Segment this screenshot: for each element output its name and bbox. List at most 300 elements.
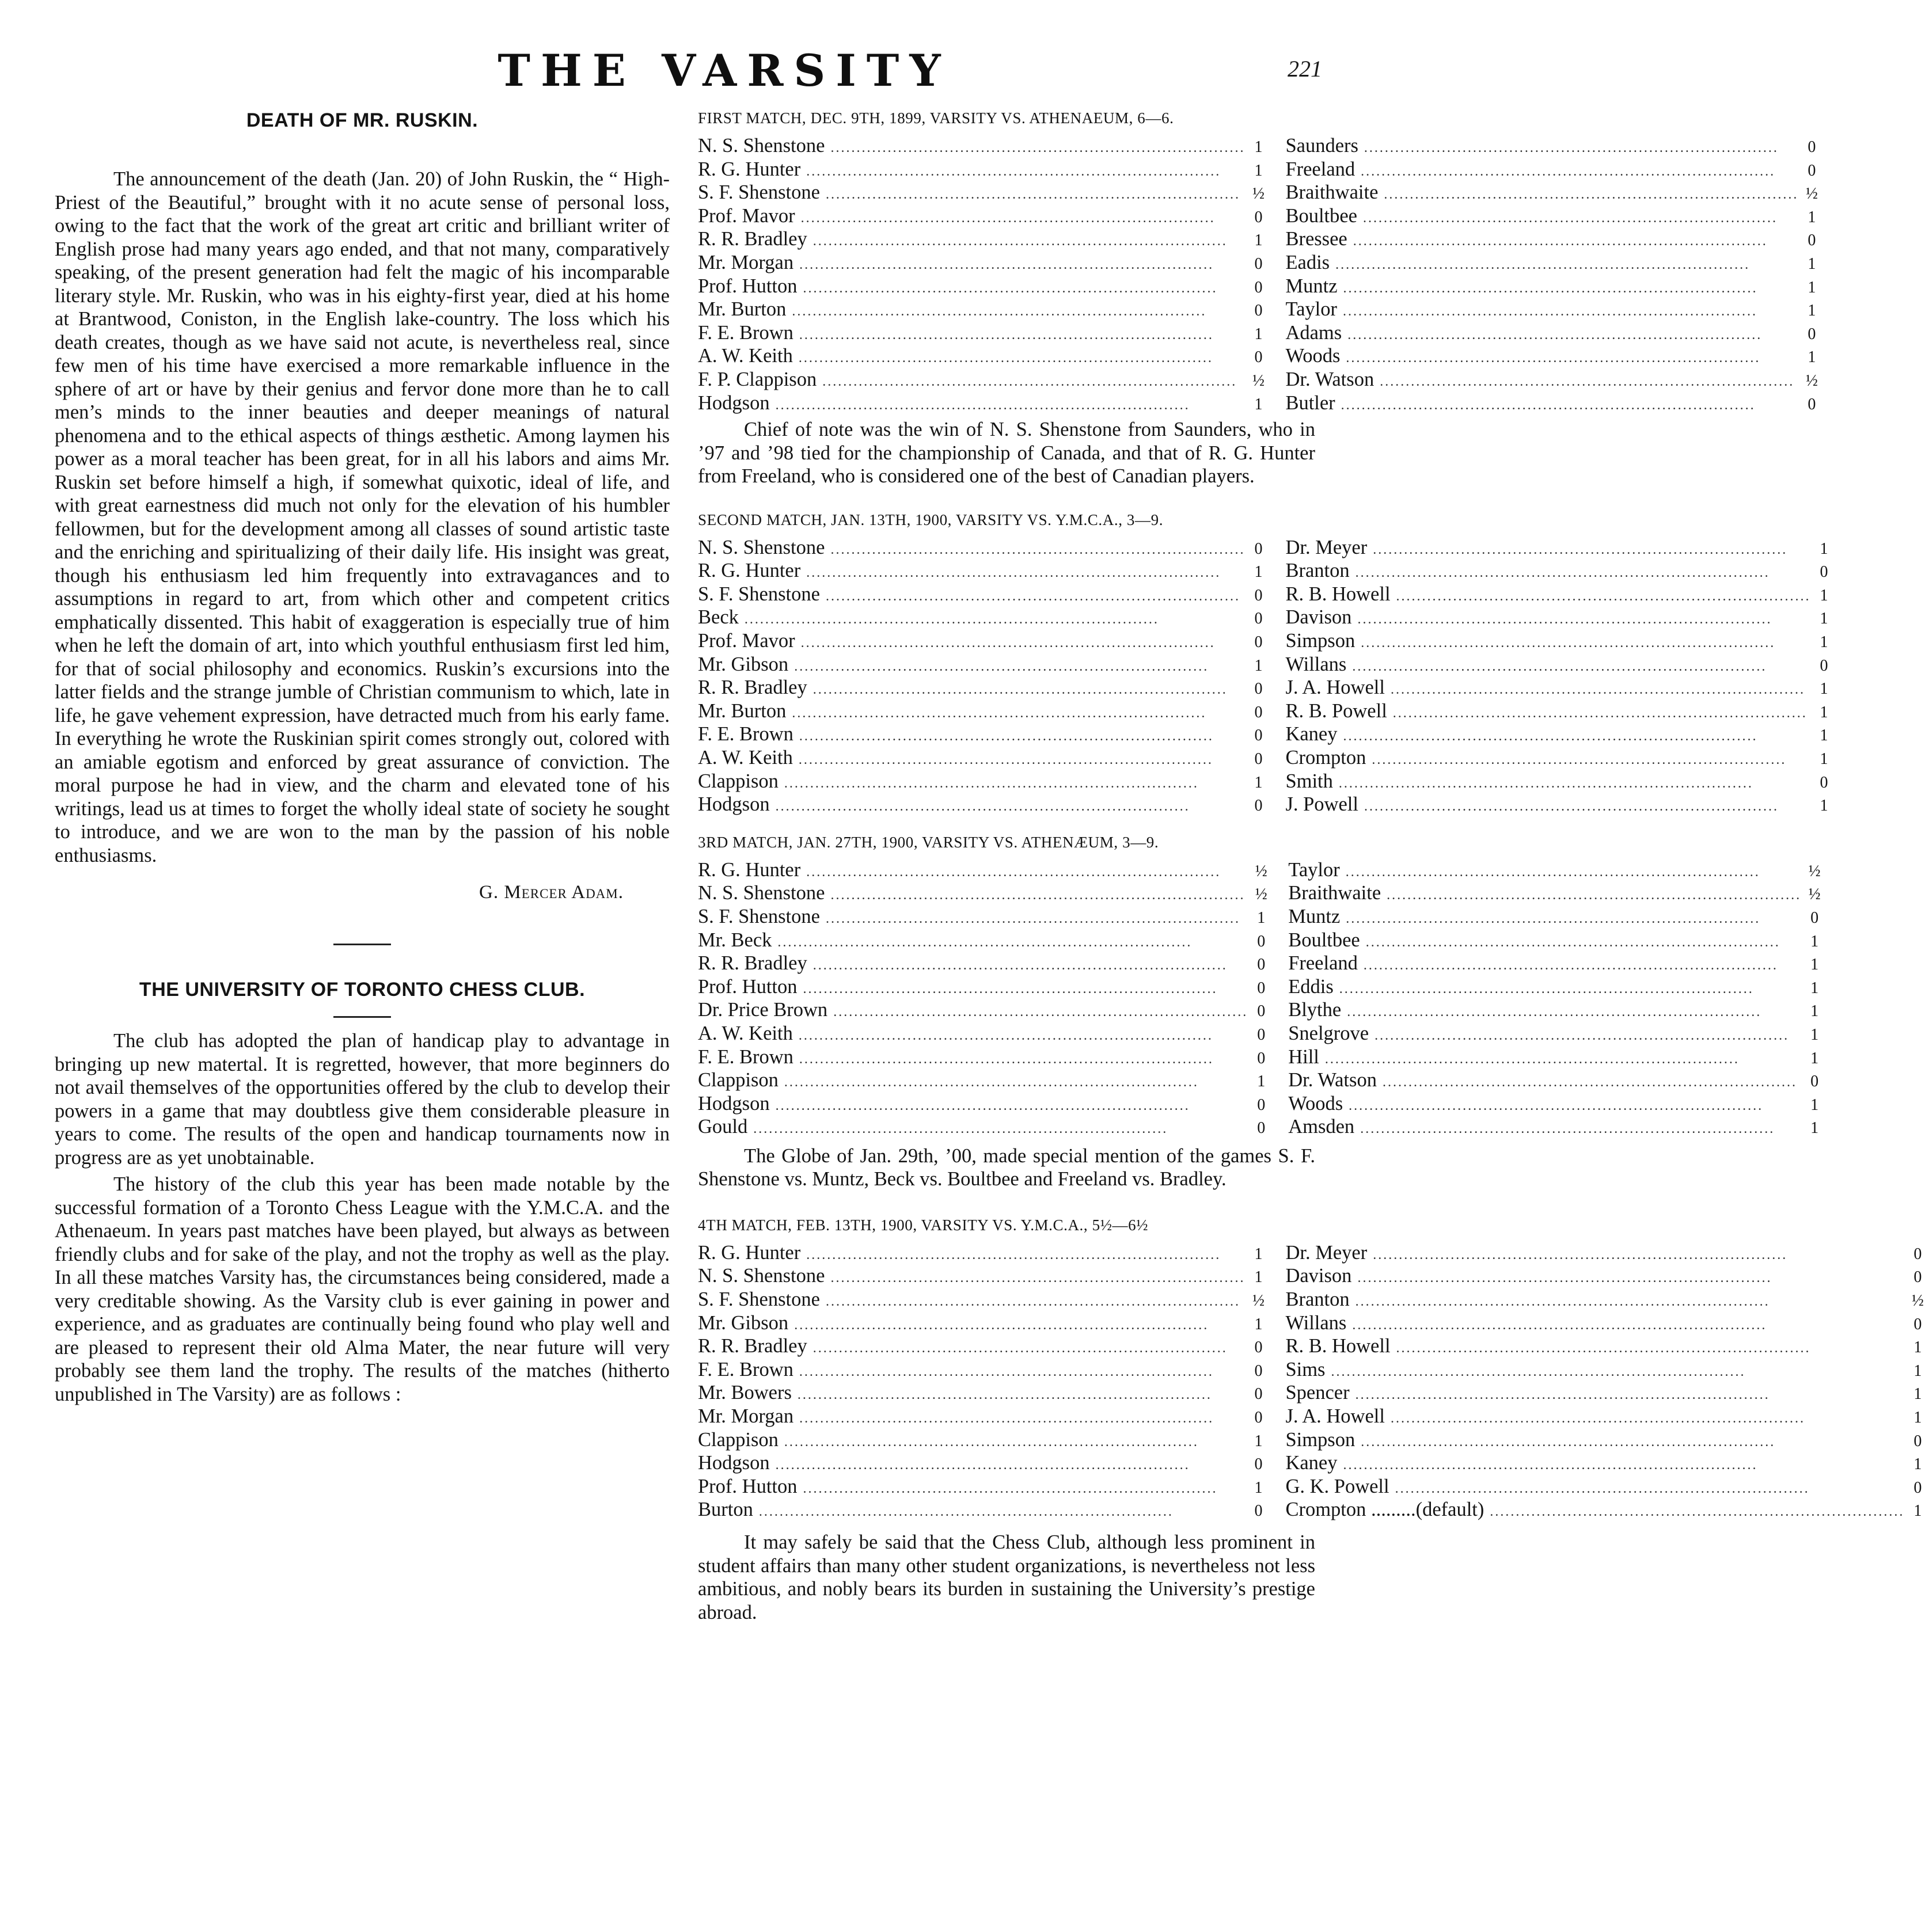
- player-name: Simpson: [1285, 1428, 1356, 1451]
- player-name: Prof. Hutton: [698, 1475, 798, 1497]
- player-row: [1288, 929, 1822, 952]
- dot-leader: ................................................................................: [1361, 636, 1776, 651]
- player-name: Woods: [1285, 345, 1341, 367]
- dot-leader: ................................................................................: [1365, 934, 1780, 950]
- dot-leader: ................................................................................: [799, 327, 1214, 343]
- player-score: 0: [1254, 254, 1263, 273]
- player-row: [698, 905, 1269, 929]
- dot-leader: ................................................................................: [825, 1294, 1240, 1310]
- dot-leader: ................................................................................: [784, 1434, 1199, 1450]
- dot-leader: ................................................................................: [812, 234, 1228, 249]
- dot-leader: ................................................................................: [1372, 752, 1787, 767]
- player-name: R. R. Bradley: [698, 676, 807, 699]
- dot-leader: ................................................................................: [830, 1271, 1246, 1286]
- player-row: [698, 251, 1266, 275]
- match-table: [698, 134, 1818, 414]
- player-name: Muntz: [1288, 905, 1341, 927]
- player-name: Dr. Watson: [1288, 1069, 1377, 1091]
- match-section: [698, 109, 1818, 488]
- player-score: 1: [1257, 908, 1266, 927]
- dot-leader: ................................................................................: [1392, 705, 1808, 721]
- match-heading: FIRST MATCH, DEC. 9TH, 1899, VARSITY VS. ATHENAEUM, 6—6.: [698, 109, 1174, 127]
- player-score: 0: [1808, 161, 1816, 180]
- dot-leader: ................................................................................: [798, 752, 1213, 767]
- dot-leader: ................................................................................: [825, 588, 1240, 604]
- dot-leader: ................................................................................: [797, 1387, 1212, 1403]
- player-name: Clappison: [698, 1428, 779, 1451]
- player-name: Amsden: [1288, 1116, 1355, 1138]
- dot-leader: ................................................................................: [1395, 1481, 1810, 1496]
- player-name: Spencer: [1285, 1382, 1350, 1404]
- player-row: [698, 629, 1266, 653]
- player-score: 0: [1808, 325, 1816, 343]
- player-row: [1285, 676, 1831, 699]
- section-divider: [333, 944, 391, 945]
- player-score: 1: [1808, 348, 1816, 367]
- player-row: [1288, 975, 1822, 999]
- player-name: Dr. Meyer: [1285, 536, 1368, 558]
- player-row: [1288, 952, 1822, 975]
- player-name: Hodgson: [698, 391, 770, 414]
- dot-leader: ................................................................................: [1343, 280, 1758, 296]
- player-score: 0: [1257, 1049, 1266, 1067]
- spacer: [698, 1191, 1315, 1216]
- player-score: 0: [1810, 1073, 1819, 1091]
- player-row: [698, 975, 1269, 999]
- player-name: Woods: [1288, 1092, 1343, 1115]
- match-heading: 3RD MATCH, JAN. 27TH, 1900, VARSITY VS. ATHENÆUM, 3—9.: [698, 833, 1159, 851]
- player-row: [698, 1264, 1266, 1288]
- player-score: 0: [1254, 1385, 1263, 1404]
- player-row: [1285, 204, 1819, 228]
- opponent-players: [1285, 536, 1831, 816]
- player-score: 1: [1254, 231, 1263, 250]
- player-score: 0: [1254, 586, 1263, 604]
- dot-leader: ................................................................................: [792, 705, 1207, 721]
- player-row: [698, 1068, 1269, 1092]
- player-score: 0: [1913, 1268, 1922, 1287]
- dot-leader: ................................................................................: [800, 636, 1216, 651]
- dot-leader: ................................................................................: [812, 682, 1228, 698]
- player-score: 1: [1257, 1073, 1266, 1091]
- player-row: [1285, 793, 1831, 816]
- dot-leader: ................................................................................: [798, 1028, 1213, 1043]
- dot-leader: ................................................................................: [792, 304, 1207, 320]
- player-name: N. S. Shenstone: [698, 536, 825, 558]
- match-section: [698, 511, 1828, 816]
- dot-leader: ................................................................................: [1349, 1098, 1764, 1113]
- player-name: Braithwaite: [1288, 882, 1381, 904]
- player-name: N. S. Shenstone: [698, 135, 825, 157]
- player-score: ½: [1255, 885, 1267, 904]
- player-row: [1285, 1241, 1925, 1265]
- player-score: 1: [1820, 633, 1828, 651]
- dot-leader: ................................................................................: [1352, 659, 1767, 674]
- opponent-players: [1285, 1241, 1925, 1522]
- dot-leader: ................................................................................: [784, 1075, 1199, 1090]
- player-name: Taylor: [1285, 298, 1337, 321]
- player-name: Hodgson: [698, 1092, 770, 1115]
- player-row: [698, 770, 1266, 793]
- player-row: [698, 653, 1266, 676]
- dot-leader: ................................................................................: [1364, 140, 1779, 155]
- player-name: Dr. Watson: [1285, 368, 1375, 390]
- match-heading: SECOND MATCH, JAN. 13TH, 1900, VARSITY VS. Y.M.C.A., 3—9.: [698, 511, 1164, 528]
- player-row: [698, 1498, 1266, 1522]
- player-row: [698, 204, 1266, 228]
- player-score: 0: [1808, 138, 1816, 156]
- player-name: F. P. Clappison: [698, 368, 817, 390]
- player-score: 1: [1808, 208, 1816, 226]
- player-row: [1285, 1428, 1925, 1452]
- player-name: Braithwaite: [1285, 181, 1379, 204]
- player-row: [698, 722, 1266, 746]
- player-name: Mr. Beck: [698, 929, 772, 951]
- player-row: [1285, 298, 1819, 321]
- player-score: 1: [1810, 1002, 1819, 1021]
- player-name: Prof. Mavor: [698, 204, 795, 227]
- player-score: 0: [1808, 395, 1816, 413]
- player-name: Willans: [1285, 1311, 1347, 1334]
- dot-leader: ................................................................................: [822, 374, 1237, 389]
- player-name: Gould: [698, 1116, 748, 1138]
- player-score: 0: [1254, 1455, 1263, 1474]
- dot-leader: ................................................................................: [794, 659, 1209, 674]
- player-row: [698, 1115, 1269, 1139]
- player-score: 0: [1254, 539, 1263, 558]
- player-score: 1: [1254, 1268, 1263, 1287]
- player-name: R. B. Howell: [1285, 583, 1391, 605]
- player-name: Kaney: [1285, 1452, 1338, 1474]
- player-name: G. K. Powell: [1285, 1475, 1389, 1497]
- player-name: Branton: [1285, 1288, 1350, 1311]
- dot-leader: ................................................................................: [1355, 1387, 1770, 1403]
- player-score: 1: [1810, 932, 1819, 950]
- player-score: 0: [1808, 231, 1816, 250]
- player-row: [1285, 653, 1831, 676]
- match-table: [698, 536, 1828, 816]
- player-row: [1285, 1358, 1925, 1382]
- player-score: 1: [1810, 1049, 1819, 1067]
- player-row: [698, 699, 1266, 723]
- player-name: Mr. Burton: [698, 699, 787, 722]
- player-row: [698, 881, 1269, 905]
- player-row: [698, 1022, 1269, 1045]
- masthead: THE VARSITY: [498, 45, 951, 96]
- player-name: F. E. Brown: [698, 1045, 793, 1068]
- player-score: 1: [1913, 1385, 1922, 1404]
- player-name: J. A. Howell: [1285, 676, 1385, 699]
- player-score: 0: [1257, 1096, 1266, 1114]
- player-score: 1: [1254, 1245, 1263, 1263]
- player-row: [1285, 321, 1819, 345]
- player-name: F. E. Brown: [698, 321, 793, 344]
- player-name: N. S. Shenstone: [698, 882, 825, 904]
- player-name: S. F. Shenstone: [698, 905, 820, 927]
- player-score: 0: [1913, 1478, 1922, 1497]
- player-row: [698, 746, 1266, 770]
- player-score: 1: [1820, 797, 1828, 815]
- player-name: Butler: [1285, 391, 1335, 414]
- dot-leader: ................................................................................: [825, 911, 1240, 926]
- dot-leader: ................................................................................: [830, 140, 1246, 155]
- player-name: R. R. Bradley: [698, 1335, 807, 1357]
- player-score: ½: [1252, 371, 1265, 390]
- player-row: [698, 1381, 1266, 1405]
- dot-leader: ................................................................................: [1339, 981, 1754, 997]
- player-name: N. S. Shenstone: [698, 1265, 825, 1287]
- dot-leader: ................................................................................: [812, 1341, 1228, 1356]
- dot-leader: ................................................................................: [830, 542, 1246, 557]
- player-score: 0: [1810, 908, 1819, 927]
- match-table: [698, 1241, 1924, 1522]
- player-name: Prof. Mavor: [698, 630, 795, 652]
- player-score: 1: [1913, 1361, 1922, 1380]
- player-row: [698, 1311, 1266, 1335]
- player-row: [698, 606, 1266, 629]
- player-score: 0: [1913, 1245, 1922, 1263]
- player-row: [1285, 275, 1819, 298]
- player-name: F. E. Brown: [698, 723, 793, 746]
- player-row: [698, 344, 1266, 368]
- page-number: 221: [1288, 56, 1322, 82]
- player-name: Muntz: [1285, 275, 1338, 297]
- player-score: 1: [1913, 1409, 1922, 1427]
- dot-leader: ................................................................................: [744, 612, 1159, 627]
- dot-leader: ................................................................................: [1373, 1247, 1788, 1262]
- player-row: [698, 181, 1266, 204]
- player-row: [698, 858, 1269, 882]
- player-score: 0: [1254, 1338, 1263, 1357]
- player-name: S. F. Shenstone: [698, 1288, 820, 1311]
- dot-leader: ................................................................................: [777, 934, 1193, 950]
- player-name: Bressee: [1285, 228, 1347, 250]
- player-name: Willans: [1285, 653, 1347, 675]
- player-row: [1288, 1022, 1822, 1045]
- dot-leader: ................................................................................: [1364, 799, 1779, 815]
- dot-leader: ................................................................................: [1396, 588, 1811, 604]
- closing-paragraph: It may safely be said that the Chess Club, although less prominent in student affairs than many other student organizations, is nevertheless not less ambitious, and nobly bears its burden in sustaining the University’s prestige abroad.: [698, 1531, 1315, 1623]
- match-table: [698, 858, 1821, 1139]
- player-row: [1285, 1334, 1925, 1358]
- player-score: ½: [1252, 185, 1265, 203]
- dot-leader: ................................................................................: [1346, 351, 1761, 366]
- dot-leader: ................................................................................: [1375, 1028, 1790, 1043]
- dot-leader: ................................................................................: [806, 565, 1221, 581]
- player-row: [698, 391, 1266, 415]
- player-row: [1288, 998, 1822, 1022]
- player-name: J. Powell: [1285, 793, 1358, 816]
- player-name: Taylor: [1288, 858, 1340, 881]
- player-score: 1: [1808, 302, 1816, 320]
- player-row: [698, 1358, 1266, 1382]
- dot-leader: ................................................................................: [1355, 565, 1770, 581]
- player-row: [698, 998, 1269, 1022]
- player-name: Burton: [698, 1499, 753, 1521]
- player-row: [698, 536, 1266, 560]
- player-row: [1288, 881, 1822, 905]
- player-row: [1285, 227, 1819, 251]
- dot-leader: ................................................................................: [1331, 1364, 1746, 1379]
- player-row: [698, 134, 1266, 158]
- player-row: [1285, 559, 1831, 583]
- opponent-players: [1288, 858, 1822, 1139]
- match-note: The Globe of Jan. 29th, ’00, made special mention of the games S. F. Shenstone vs. Muntz, Beck vs. Boultbee and Freeland vs. Bradley.: [698, 1144, 1315, 1191]
- player-row: [1285, 583, 1831, 606]
- player-row: [1288, 1092, 1822, 1116]
- player-score: 0: [1254, 750, 1263, 768]
- player-name: Snelgrove: [1288, 1022, 1369, 1044]
- ruskin-paragraph: The announcement of the death (Jan. 20) of John Ruskin, the “ High-Priest of the Beautiful,” brought with it no acute sense of personal loss, owing to the fact that the work of the great art critic and brilliant writer of English prose had many years ago ended, and that not many, comparatively speaking, of the present generation had felt the magic of his incomparable literary style. Mr. Ruskin, who was in his eighty-first year, died at his home at Brantwood, Coniston, in the English lake-country. The loss which his death creates, though as we have said not acute, is nevertheless real, since few men of his time have exercised a more remarkable influence in the sphere of art or have by their genius and fervor done more than he to call men’s minds to the inner beauties and deeper meanings of natural phenomena and to the ethical aspects of things æsthetic. Among laymen his power as a moral teacher has been great, for in all his labors and aims Mr. Ruskin set before himself a high, if somewhat quixotic, ideal of life, and with great earnestness did much not only for the elevation of his humbler fellowmen, but for the development among all classes of sound artistic taste and the enriching and spiritualizing of their daily life. His insight was great, though his enthusiasm led him frequently into extravagances and to assumptions in regard to art, from which other and competent critics emphatically dissented. This habit of exaggeration is especially true of him when he left the domain of art, into which youthful enthusiasm first led him, for that of social philosophy and economics. Ruskin’s excursions into the latter fields and the strange jumble of Christian communism to which, late in life, he gave vehement expression, have detracted much from his early fame. In everything he wrote the Ruskinian spirit comes strongly out, colored with an amiable egotism and enforced by great assurance of conviction. The moral purpose he had in view, and the charm and elevated tone of his writings, lead us at times to forget the wholly ideal state of society he sought to introduce, and we are won to the man by the passion of his noble enthusiasms.: [55, 168, 670, 866]
- dot-leader: ................................................................................: [799, 257, 1214, 272]
- player-name: R. B. Howell: [1285, 1335, 1391, 1357]
- dot-leader: ................................................................................: [775, 1098, 1190, 1113]
- player-row: [698, 275, 1266, 298]
- player-score: 0: [1254, 797, 1263, 815]
- dot-leader: ................................................................................: [799, 1051, 1214, 1067]
- player-row: [698, 1451, 1266, 1475]
- player-row: [1285, 1451, 1925, 1475]
- player-name: Simpson: [1285, 630, 1356, 652]
- dot-leader: ................................................................................: [1357, 612, 1772, 627]
- dot-leader: ................................................................................: [1384, 187, 1799, 203]
- dot-leader: ................................................................................: [784, 775, 1199, 791]
- player-score: 0: [1254, 208, 1263, 226]
- dot-leader: ................................................................................: [1390, 682, 1805, 698]
- varsity-players: [698, 858, 1269, 1139]
- dot-leader: ................................................................................: [825, 187, 1240, 203]
- player-score: 1: [1808, 278, 1816, 296]
- player-name: Davison: [1285, 606, 1352, 629]
- player-name: Davison: [1285, 1265, 1352, 1287]
- dot-leader: ................................................................................: [1361, 1434, 1776, 1450]
- player-score: 1: [1913, 1338, 1922, 1357]
- player-row: [698, 1092, 1269, 1116]
- player-name: Branton: [1285, 560, 1350, 582]
- author-signature: G. Mercer Adam.: [479, 882, 624, 903]
- dot-leader: ................................................................................: [830, 888, 1246, 903]
- player-name: Dr. Price Brown: [698, 999, 828, 1021]
- player-name: Clappison: [698, 770, 779, 792]
- player-row: [698, 1428, 1266, 1452]
- player-row: [698, 1288, 1266, 1311]
- dot-leader: ................................................................................: [1363, 958, 1778, 973]
- dot-leader: ................................................................................: [1338, 775, 1753, 791]
- dot-leader: ................................................................................: [775, 1458, 1190, 1473]
- dot-leader: ................................................................................: [1363, 210, 1778, 226]
- player-score: 1: [1254, 325, 1263, 343]
- player-row: [698, 1475, 1266, 1499]
- dot-leader: ................................................................................: [1353, 234, 1768, 249]
- player-score: 1: [1820, 610, 1828, 628]
- dot-leader: ................................................................................: [806, 864, 1221, 880]
- player-score: 0: [1254, 1502, 1263, 1520]
- player-name: S. F. Shenstone: [698, 181, 820, 204]
- player-score: 1: [1254, 656, 1263, 675]
- player-row: [698, 793, 1266, 816]
- player-score: 1: [1254, 161, 1263, 180]
- player-name: Adams: [1285, 321, 1342, 344]
- player-name: Hill: [1288, 1045, 1319, 1068]
- player-score: 0: [1254, 680, 1263, 698]
- player-row: [698, 952, 1269, 975]
- player-row: [698, 676, 1266, 699]
- dot-leader: ................................................................................: [1343, 304, 1757, 320]
- player-name: Hodgson: [698, 793, 770, 816]
- dot-leader: ................................................................................: [1347, 327, 1763, 343]
- player-row: [1285, 699, 1831, 723]
- dot-leader: ................................................................................: [1343, 1458, 1758, 1473]
- dot-leader: ................................................................................: [1387, 888, 1802, 903]
- spacer: [698, 816, 1315, 834]
- player-name: Mr. Bowers: [698, 1382, 792, 1404]
- player-score: 0: [1254, 727, 1263, 745]
- dot-leader: ................................................................................: [1347, 1005, 1762, 1020]
- dot-leader: ................................................................................: [1390, 1411, 1805, 1427]
- player-row: [1285, 134, 1819, 158]
- varsity-players: [698, 1241, 1266, 1522]
- player-score: 0: [1257, 1119, 1266, 1138]
- player-name: R. R. Bradley: [698, 228, 807, 250]
- player-score: 1: [1913, 1455, 1922, 1474]
- dot-leader: ................................................................................: [1361, 163, 1776, 179]
- player-score: 1: [1820, 750, 1828, 768]
- dot-leader: ................................................................................: [1324, 1051, 1740, 1067]
- player-row: [698, 1405, 1266, 1428]
- player-row: [1288, 1115, 1822, 1139]
- dot-leader: ................................................................................: [1382, 1075, 1797, 1090]
- player-name: R. B. Powell: [1285, 699, 1387, 722]
- player-row: [1285, 181, 1819, 204]
- left-column: [55, 109, 670, 1406]
- dot-leader: ................................................................................: [798, 351, 1213, 366]
- player-name: Eddis: [1288, 975, 1334, 998]
- player-row: [1288, 905, 1822, 929]
- player-score: 0: [1257, 979, 1266, 997]
- player-name: Crompton: [1285, 746, 1366, 769]
- heading-rule: [333, 1016, 391, 1018]
- match-note: Chief of note was the win of N. S. Shenstone from Saunders, who in ’97 and ’98 tied for the championship of Canada, and that of R. G. Hunter from Freeland, who is considered one of the best of Canadian players.: [698, 419, 1315, 488]
- player-name: J. A. Howell: [1285, 1405, 1385, 1428]
- player-name: Beck: [698, 606, 739, 629]
- player-row: [1285, 629, 1831, 653]
- dot-leader: ................................................................................: [799, 1364, 1214, 1379]
- player-row: [1285, 1405, 1925, 1428]
- player-score: 1: [1810, 1025, 1819, 1044]
- player-row: [698, 583, 1266, 606]
- player-score: 0: [1257, 956, 1266, 974]
- player-row: [1285, 746, 1831, 770]
- spacer: [698, 488, 1315, 511]
- player-score: 0: [1254, 633, 1263, 651]
- player-score: 1: [1254, 395, 1263, 413]
- player-score: ½: [1808, 885, 1821, 904]
- player-name: Mr. Gibson: [698, 1311, 789, 1334]
- dot-leader: ................................................................................: [1335, 257, 1751, 272]
- player-name: R. G. Hunter: [698, 158, 801, 180]
- dot-leader: ................................................................................: [803, 981, 1218, 997]
- player-score: 1: [1820, 703, 1828, 721]
- player-row: [1288, 1068, 1822, 1092]
- player-name: Blythe: [1288, 999, 1342, 1021]
- player-score: ½: [1255, 862, 1267, 880]
- dot-leader: ................................................................................: [1343, 729, 1758, 744]
- varsity-players: [698, 536, 1266, 816]
- dot-leader: ................................................................................: [1352, 1317, 1767, 1333]
- player-score: 1: [1254, 1315, 1263, 1333]
- player-name: Hodgson: [698, 1452, 770, 1474]
- player-row: [1285, 158, 1819, 181]
